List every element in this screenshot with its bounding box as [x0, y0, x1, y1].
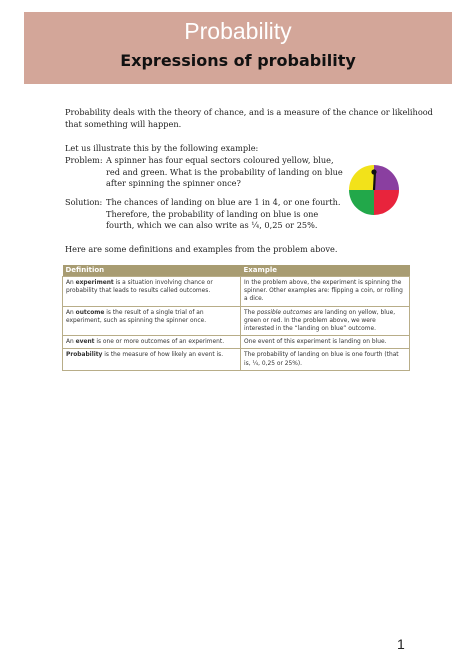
spinner-sector-purple: [374, 165, 399, 190]
example-cell: In the problem above, the experiment is spinning the spinner. Other examples are: flipping a coin, or rolling a dice.: [241, 277, 410, 307]
definition-term: Probability: [66, 352, 103, 359]
example-text: The: [244, 309, 257, 316]
definition-cell: [63, 277, 241, 307]
definitions-table: [62, 265, 410, 371]
definition-text: is a situation involving chance or probability that leads to results called outcomes.: [66, 280, 213, 295]
problem-label: Problem:: [65, 155, 103, 165]
spinner-sector-green: [349, 190, 374, 215]
example-text: are landing on yellow, blue, green or red. In the problem above, we were interested in the “landing on blue” outcome.: [244, 309, 396, 333]
definitions-intro: Here are some definitions and examples from the problem above.: [65, 244, 338, 254]
definition-term: outcome: [75, 309, 105, 316]
example-cell: One event of this experiment is landing on blue.: [241, 336, 410, 349]
problem-line: red and green. What is the probability of landing on blue: [106, 166, 343, 177]
intro-paragraph: [65, 107, 433, 130]
problem-text: [106, 155, 346, 190]
spinner-pointer-hub: [371, 169, 376, 174]
page-header: [24, 12, 452, 84]
table-row: [63, 306, 410, 336]
spinner-illustration: [349, 165, 399, 215]
solution-label: Solution:: [65, 197, 103, 207]
example-emphasis: possible outcomes: [256, 309, 312, 316]
illustrate-paragraph: [65, 143, 258, 155]
solution-line: The chances of landing on blue are 1 in 4, or one fourth.: [106, 197, 341, 207]
intro-line: Probability deals with the theory of chance, and is a measure of the chance or likelihood: [65, 107, 433, 117]
intro-line: that something will happen.: [65, 118, 182, 129]
illustrate-line: Let us illustrate this by the following example:: [65, 143, 259, 153]
table-header-definition: Definition: [63, 265, 241, 277]
definition-cell: [63, 349, 241, 370]
problem-line: after spinning the spinner once?: [106, 178, 241, 188]
definition-text: An: [66, 309, 76, 316]
definition-term: event: [75, 339, 95, 346]
definition-text: is the measure of how likely an event is.: [102, 352, 224, 359]
problem-line: A spinner has four equal sectors coloured yellow, blue,: [106, 155, 334, 165]
table-row: [63, 277, 410, 307]
definition-term: experiment: [75, 280, 114, 286]
table-header-row: [63, 265, 410, 277]
definition-text: An: [66, 280, 76, 286]
definition-text: is the result of a single trial of an experiment, such as spinning the spinner once.: [66, 309, 207, 324]
definition-cell: [63, 336, 241, 349]
spinner-sector-yellow: [349, 165, 374, 190]
definition-text: is one or more outcomes of an experiment.: [94, 339, 225, 346]
page-title: Probability: [184, 18, 292, 44]
spinner-sector-red: [374, 190, 399, 215]
example-cell: [241, 306, 410, 336]
solution-line: fourth, which we can also write as ¼, 0,25 or 25%.: [106, 220, 318, 230]
table-row: [63, 349, 410, 370]
page-number: 1: [397, 636, 405, 652]
solution-text: [106, 197, 346, 232]
table-header-example: Example: [241, 265, 410, 277]
solution-line: Therefore, the probability of landing on blue is one: [106, 208, 319, 219]
definition-cell: [63, 306, 241, 336]
example-cell: The probability of landing on blue is one fourth (that is, ¼, 0,25 or 25%).: [241, 349, 410, 370]
page-subtitle: Expressions of probability: [120, 51, 356, 70]
definition-text: An: [66, 339, 76, 346]
table-row: [63, 336, 410, 349]
